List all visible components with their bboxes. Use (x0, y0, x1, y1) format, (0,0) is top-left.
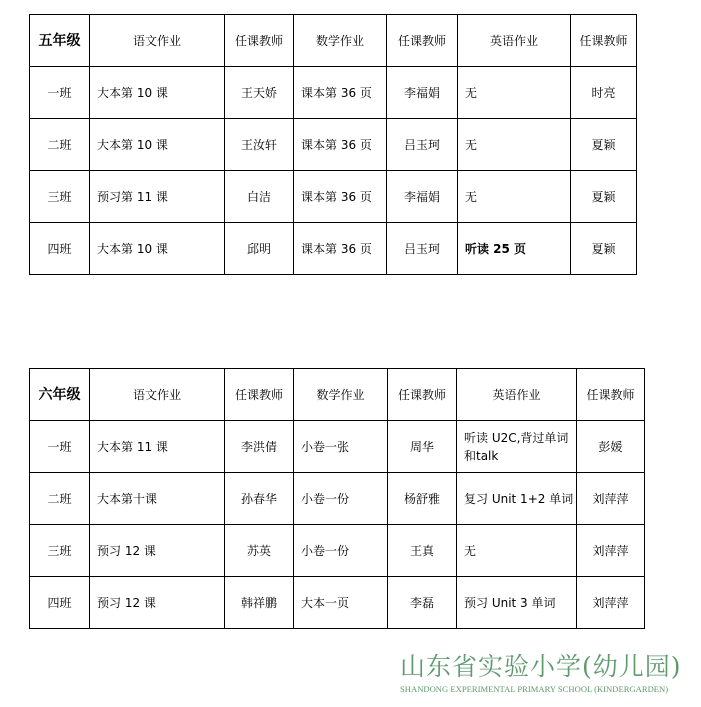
header-row (30, 15, 637, 67)
header-teacher: 任课教师 (387, 15, 458, 67)
teacher-name: 吕玉珂 (387, 119, 458, 171)
class-name: 二班 (30, 473, 90, 525)
english-homework: 无 (458, 119, 571, 171)
teacher-name: 刘萍萍 (577, 473, 645, 525)
table-row (30, 577, 645, 629)
teacher-name: 刘萍萍 (577, 525, 645, 577)
chinese-homework: 大本第十课 (90, 473, 225, 525)
table-row (30, 421, 645, 473)
header-math-homework: 数学作业 (294, 369, 388, 421)
header-math-homework: 数学作业 (294, 15, 387, 67)
teacher-name: 孙春华 (225, 473, 294, 525)
class-name: 一班 (30, 67, 90, 119)
teacher-name: 李福娟 (387, 171, 458, 223)
chinese-homework: 大本第 11 课 (90, 421, 225, 473)
teacher-name: 邱明 (225, 223, 294, 275)
english-homework: 复习 Unit 1+2 单词 (457, 473, 577, 525)
teacher-name: 白洁 (225, 171, 294, 223)
math-homework: 课本第 36 页 (294, 119, 387, 171)
teacher-name: 李洪倩 (225, 421, 294, 473)
header-teacher: 任课教师 (571, 15, 637, 67)
table-row (30, 67, 637, 119)
english-homework: 预习 Unit 3 单词 (457, 577, 577, 629)
chinese-homework: 大本第 10 课 (90, 119, 225, 171)
header-english-homework: 英语作业 (457, 369, 577, 421)
grade5-homework-table (29, 14, 637, 275)
chinese-homework: 大本第 10 课 (90, 67, 225, 119)
english-homework: 听读 25 页 (458, 223, 571, 275)
teacher-name: 时亮 (571, 67, 637, 119)
school-name-cn: 山东省实验小学(幼儿园) (400, 652, 682, 681)
teacher-name: 韩祥鹏 (225, 577, 294, 629)
table-row (30, 119, 637, 171)
teacher-name: 苏英 (225, 525, 294, 577)
grade6-homework-table (29, 368, 645, 629)
header-row (30, 369, 645, 421)
school-logo-watermark (400, 652, 695, 694)
teacher-name: 王天娇 (225, 67, 294, 119)
table-row (30, 223, 637, 275)
teacher-name: 李福娟 (387, 67, 458, 119)
english-homework: 无 (457, 525, 577, 577)
header-chinese-homework: 语文作业 (90, 369, 225, 421)
teacher-name: 吕玉珂 (387, 223, 458, 275)
teacher-name: 刘萍萍 (577, 577, 645, 629)
class-name: 四班 (30, 223, 90, 275)
teacher-name: 周华 (388, 421, 457, 473)
english-homework: 无 (458, 67, 571, 119)
chinese-homework: 预习 12 课 (90, 577, 225, 629)
header-teacher: 任课教师 (225, 369, 294, 421)
math-homework: 小卷一张 (294, 421, 388, 473)
class-name: 四班 (30, 577, 90, 629)
teacher-name: 彭媛 (577, 421, 645, 473)
header-teacher: 任课教师 (225, 15, 294, 67)
grade-label: 六年级 (30, 369, 90, 421)
header-teacher: 任课教师 (388, 369, 457, 421)
header-english-homework: 英语作业 (458, 15, 571, 67)
header-teacher: 任课教师 (577, 369, 645, 421)
teacher-name: 杨舒雅 (388, 473, 457, 525)
teacher-name: 李磊 (388, 577, 457, 629)
school-name-en: SHANDONG EXPERIMENTAL PRIMARY SCHOOL (KINDERGARDEN) (400, 684, 669, 694)
table-row (30, 525, 645, 577)
table-row (30, 171, 637, 223)
english-homework: 无 (458, 171, 571, 223)
class-name: 三班 (30, 171, 90, 223)
grade-label: 五年级 (30, 15, 90, 67)
math-homework: 大本一页 (294, 577, 388, 629)
math-homework: 课本第 36 页 (294, 223, 387, 275)
chinese-homework: 大本第 10 课 (90, 223, 225, 275)
teacher-name: 王汝轩 (225, 119, 294, 171)
english-homework: 听读 U2C,背过单词和talk (457, 421, 577, 473)
math-homework: 课本第 36 页 (294, 171, 387, 223)
chinese-homework: 预习 12 课 (90, 525, 225, 577)
teacher-name: 王真 (388, 525, 457, 577)
table-row (30, 473, 645, 525)
teacher-name: 夏颖 (571, 223, 637, 275)
teacher-name: 夏颖 (571, 171, 637, 223)
class-name: 二班 (30, 119, 90, 171)
math-homework: 小卷一份 (294, 473, 388, 525)
header-chinese-homework: 语文作业 (90, 15, 225, 67)
chinese-homework: 预习第 11 课 (90, 171, 225, 223)
math-homework: 课本第 36 页 (294, 67, 387, 119)
teacher-name: 夏颖 (571, 119, 637, 171)
math-homework: 小卷一份 (294, 525, 388, 577)
class-name: 三班 (30, 525, 90, 577)
class-name: 一班 (30, 421, 90, 473)
